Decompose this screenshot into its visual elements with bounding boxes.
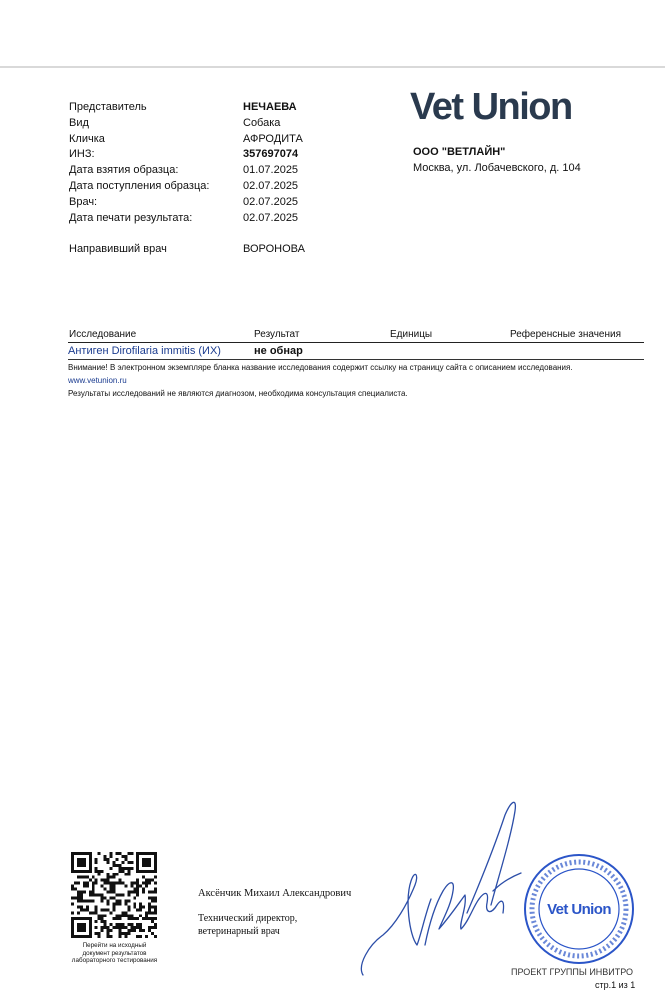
- results-table-header: [68, 329, 644, 343]
- info-value: 357697074: [243, 148, 299, 161]
- organization-address: Москва, ул. Лобачевского, д. 104: [413, 162, 581, 174]
- info-label: Представитель: [69, 101, 147, 113]
- signer-title-line: Технический директор,: [198, 913, 298, 924]
- test-result: не обнар: [254, 345, 303, 357]
- info-label: ИНЗ:: [69, 148, 95, 161]
- signer-title-line: ветеринарный врач: [198, 926, 280, 937]
- info-value: АФРОДИТА: [243, 132, 303, 145]
- warning-note: Внимание! В электронном экземпляре бланка название исследования содержит ссылку на страницу сайта с описанием исследования.: [68, 363, 573, 372]
- col-header-test: Исследование: [69, 329, 137, 340]
- stamp-text: Vet Union: [547, 901, 611, 918]
- organization-name: ООО "ВЕТЛАЙН": [413, 146, 506, 158]
- col-header-reference: Референсные значения: [510, 329, 622, 340]
- qr-caption: [52, 942, 177, 965]
- info-value: 02.07.2025: [243, 195, 299, 208]
- info-label: Дата взятия образца:: [69, 164, 179, 177]
- info-label: Кличка: [69, 132, 105, 145]
- table-row: [68, 345, 644, 360]
- qr-caption-line: лабораторного тестирования: [71, 957, 158, 965]
- signer-title: [198, 912, 297, 938]
- info-value: НЕЧАЕВА: [243, 101, 297, 113]
- test-name-link[interactable]: Антиген Dirofilaria immitis (ИХ): [68, 345, 221, 357]
- info-value: 01.07.2025: [243, 164, 299, 177]
- official-stamp: [522, 852, 636, 966]
- qr-caption-line: документ результатов: [82, 949, 147, 957]
- info-label: Дата печати результата:: [69, 211, 193, 224]
- qr-caption-line: Перейти на исходный: [82, 942, 147, 949]
- col-header-result: Результат: [254, 329, 300, 340]
- row-divider: [68, 359, 644, 360]
- info-value: 02.07.2025: [243, 211, 299, 224]
- info-label: Вид: [69, 116, 89, 129]
- info-value: Собака: [243, 116, 281, 129]
- info-label: Направивший врач: [69, 243, 167, 256]
- signer-name: Аксёнчик Михаил Александрович: [198, 888, 352, 899]
- vet-union-logo: Vet Union: [410, 86, 572, 128]
- col-header-units: Единицы: [390, 329, 433, 340]
- qr-modules: [71, 852, 157, 938]
- project-label: ПРОЕКТ ГРУППЫ ИНВИТРО: [511, 967, 634, 977]
- handwritten-signature: [355, 795, 545, 985]
- info-value: 02.07.2025: [243, 179, 299, 192]
- disclaimer-note: Результаты исследований не являются диагнозом, необходима консультация специалиста.: [68, 389, 408, 398]
- viewer-top-area: [0, 0, 665, 66]
- page-number: стр.1 из 1: [595, 980, 636, 990]
- site-link[interactable]: www.vetunion.ru: [68, 376, 127, 385]
- info-label: Дата поступления образца:: [69, 179, 210, 192]
- info-label: Врач:: [69, 195, 98, 208]
- qr-code[interactable]: [71, 852, 157, 938]
- info-value: ВОРОНОВА: [243, 243, 305, 256]
